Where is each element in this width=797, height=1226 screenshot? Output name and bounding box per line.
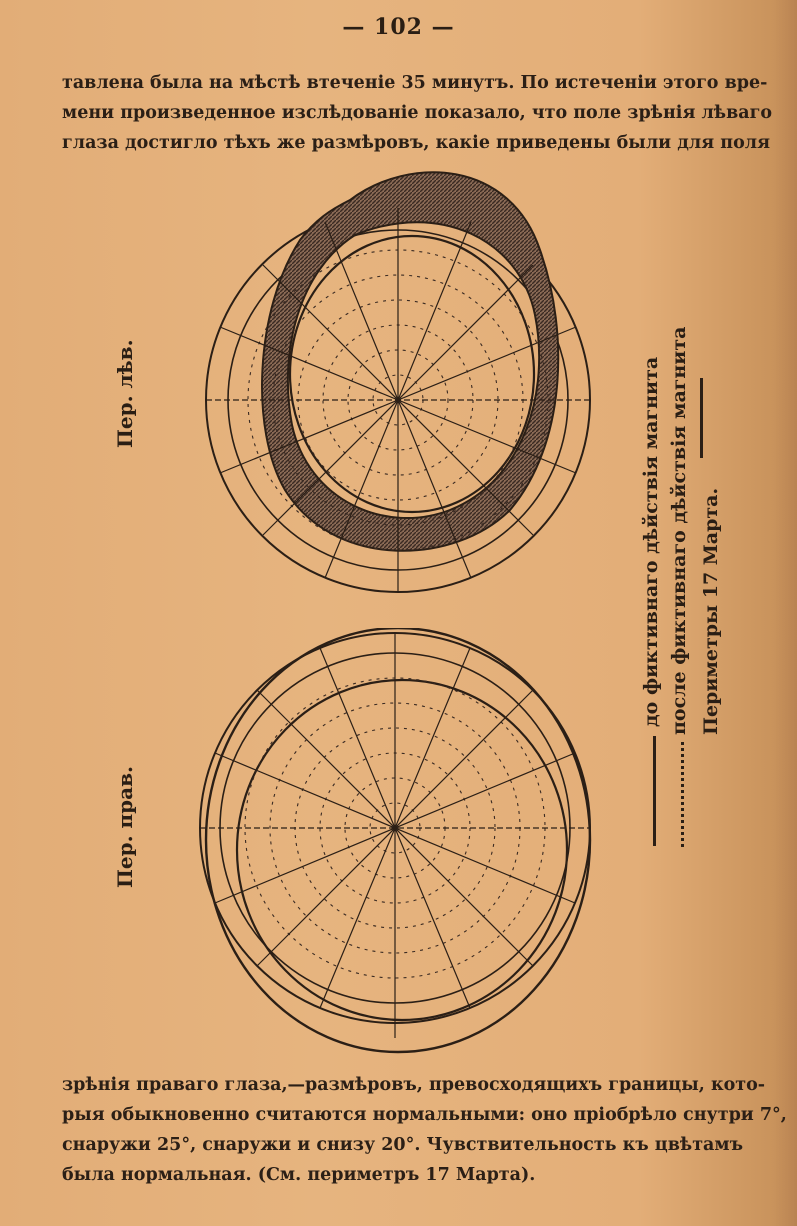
- legend-date: Периметры 17 Марта.: [700, 487, 722, 735]
- text-line: тавлена была на мѣстѣ втеченіе 35 минутъ. По истеченіи этого вре-: [62, 73, 768, 93]
- text-line: зрѣнія праваго глаза,—размѣровъ, превосходящихъ границы, кото-: [62, 1075, 766, 1095]
- legend-after-underline: [700, 378, 703, 458]
- legend-dotted-line: [681, 742, 684, 847]
- legend-before: до фиктивнаго дѣйствія магнита: [640, 356, 662, 727]
- page-number: — 102 —: [342, 14, 455, 40]
- restricted-field-band: [262, 172, 558, 551]
- bottom-paragraph: [62, 1070, 787, 1190]
- text-line: рыя обыкновенно считаются нормальными: оно пріобрѣло снутри 7°,: [62, 1105, 787, 1125]
- field-boundary-before: [237, 680, 567, 1020]
- right-eye-label: Пер. прав.: [113, 766, 137, 888]
- field-boundary-after: [206, 628, 590, 1052]
- text-line: глаза достигло тѣхъ же размѣровъ, какіе приведены были для поля: [62, 133, 771, 153]
- text-line: снаружи 25°, снаружи и снизу 20°. Чувствительность къ цвѣтамъ: [62, 1135, 744, 1155]
- legend-after: после фиктивнаго дѣйствія магнита: [668, 326, 690, 735]
- text-line: мени произведенное изслѣдованіе показало, что поле зрѣнія лѣваго: [62, 103, 773, 123]
- fixation-point: [395, 397, 401, 403]
- fixation-point: [392, 825, 398, 831]
- text-line: была нормальная. (См. периметръ 17 Марта).: [62, 1165, 536, 1185]
- perimeter-chart-right: [190, 628, 610, 1058]
- top-paragraph: [62, 68, 773, 158]
- left-eye-label: Пер. лѣв.: [113, 339, 137, 448]
- perimeter-chart-left: [180, 160, 620, 610]
- legend-solid-line: [653, 736, 656, 846]
